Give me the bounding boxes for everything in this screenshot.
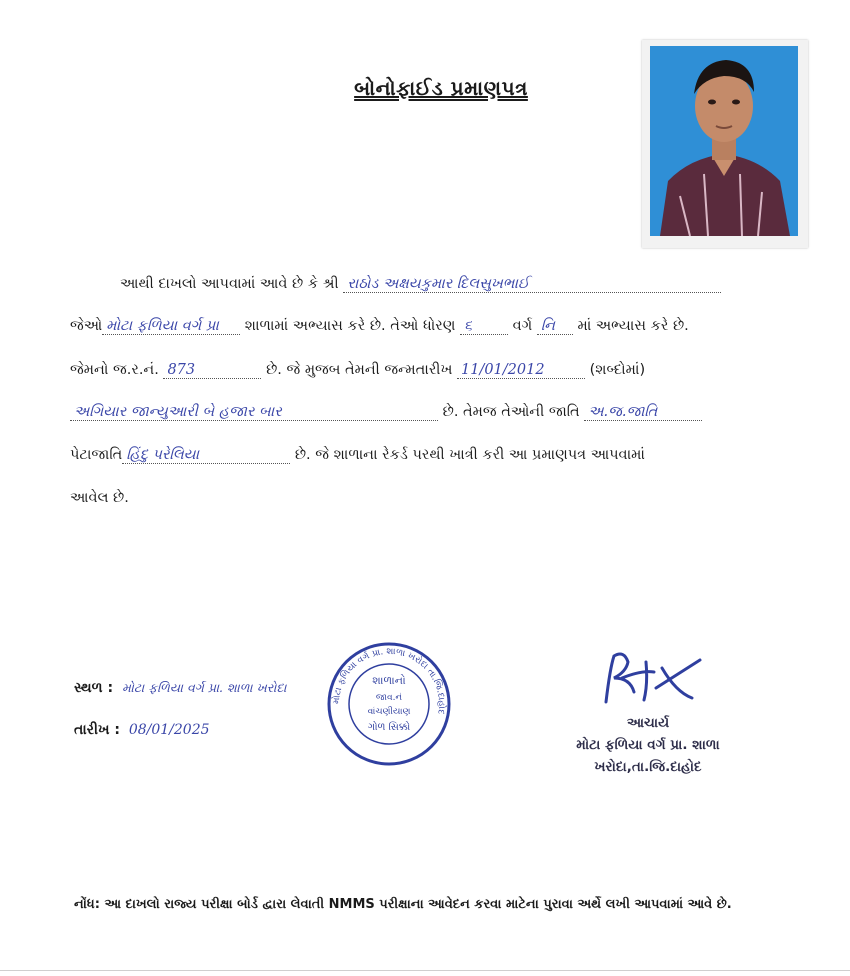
certificate-title: બોનોફાઈડ પ્રમાણપત્ર: [354, 76, 528, 100]
principal-title: આચાર્ય: [626, 715, 670, 731]
line3-suffix: (શબ્દોમાં): [589, 362, 646, 378]
line1-prefix: આથી દાખલો આપવામાં આવે છે કે શ્રી: [120, 276, 339, 292]
birth-date-handwritten: 11/01/2012: [457, 362, 585, 379]
footer-note: નોંધ: આ દાખલો રાજ્ય પરીક્ષા બોર્ડ દ્વારા લેવાતી NMMS પરીક્ષાના આવેદન કરવા માટેના પુરાવા અર્થે લખી આપવામાં આવે છે.: [74, 897, 732, 912]
line2-text: શાળામાં અભ્યાસ કરે છે. તેઓ ધોરણ: [244, 318, 456, 334]
principal-address: ખરોદા,તા.જિ.દાહોદ: [594, 759, 702, 775]
line2-prefix: જેઓ: [70, 318, 103, 334]
date-label: તારીખ :: [74, 722, 120, 738]
school-round-stamp: [325, 640, 453, 768]
line-student-name: [120, 276, 721, 293]
subcaste-handwritten: હિંદુ પરેલિયા: [122, 447, 290, 464]
date-handwritten: 08/01/2025: [128, 722, 210, 738]
student-photo-frame: [642, 40, 808, 248]
standard-handwritten: ૬: [460, 318, 508, 335]
line4-text: છે. તેમજ તેઓની જાતિ: [442, 404, 580, 420]
place-row: [74, 680, 296, 696]
principal-block: [548, 712, 748, 778]
date-row: [74, 722, 243, 738]
gr-number-handwritten: 873: [163, 362, 261, 379]
place-label: સ્થળ :: [74, 680, 114, 696]
student-name-handwritten: રાઠોડ અક્ષયકુમાર દિલસુખભાઈ: [343, 276, 721, 293]
line-school: [70, 318, 689, 335]
principal-signature: [596, 648, 706, 710]
principal-school: મોટા ફળિયા વર્ગ પ્રા. શાળા: [576, 737, 720, 753]
student-photo: [650, 46, 798, 236]
school-name-handwritten: મોટા ફળિયા વર્ગ પ્રા: [102, 318, 240, 335]
line-subcaste: [70, 447, 645, 464]
line2-class-label: વર્ગ: [512, 318, 533, 334]
stamp-ring-text: મોટા ફળિયા વર્ગ પ્રા. શાળા ખરોદા તા.જિ.દાહોદ: [331, 646, 447, 716]
stamp-line3: વાંચણીયાણ: [367, 707, 411, 717]
line3-prefix: જેમનો જ.ર.નં.: [70, 362, 159, 378]
line5-prefix: પેટાજાતિ: [70, 447, 123, 463]
caste-handwritten: અ.જ.જાતિ: [584, 404, 702, 421]
line3-text: છે. જે મુજબ તેમની જન્મતારીખ: [266, 362, 453, 378]
line-birth-words: [70, 404, 702, 421]
line5-suffix: છે. જે શાળાના રેકર્ડ પરથી ખાત્રી કરી આ પ્રમાણપત્ર આપવામાં: [294, 447, 645, 463]
line-gr-number: [70, 362, 645, 379]
line-closing: [70, 490, 129, 506]
stamp-line4: ગોળ સિક્કો: [367, 722, 411, 733]
class-handwritten: નિ: [537, 318, 573, 335]
place-handwritten: મોટા ફળિયા વર્ગ પ્રા. શાળા ખરોદા: [121, 680, 287, 695]
stamp-line2: જાવ.નં: [375, 693, 403, 703]
page-bottom-rule: [0, 970, 850, 971]
line2-suffix: માં અભ્યાસ કરે છે.: [577, 318, 689, 334]
birth-date-words-handwritten: અગિયાર જાન્યુઆરી બે હજાર બાર: [70, 404, 438, 421]
line6-text: આવેલ છે.: [70, 490, 129, 506]
stamp-title: શાળાનો: [372, 674, 406, 687]
